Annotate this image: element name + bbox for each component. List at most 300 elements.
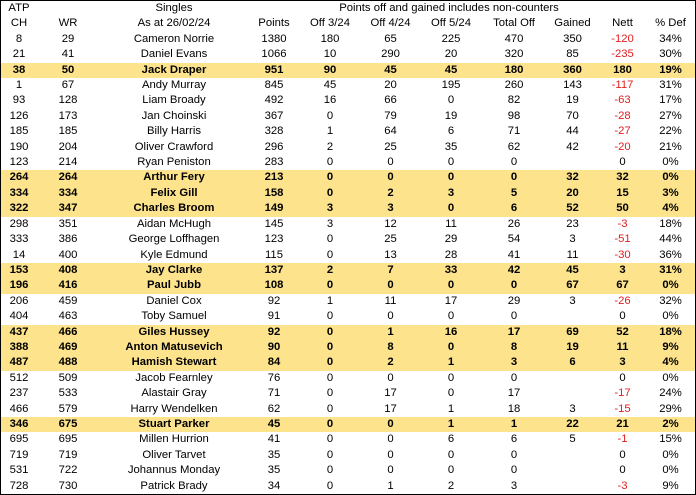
cell-wr: 351: [58, 217, 78, 230]
table-row: [1, 186, 695, 201]
cell-off5: 0: [447, 310, 455, 323]
cell-wr: 400: [58, 248, 78, 261]
cell-name: Harry Wendelken: [130, 402, 218, 415]
cell-ch: 196: [1, 278, 37, 293]
cell-name: Giles Hussey: [99, 325, 249, 340]
cell-ch: 1: [15, 79, 23, 92]
cell-off5: 0: [447, 156, 455, 169]
cell-total: 26: [507, 217, 521, 230]
cell-name: Jan Choinski: [141, 109, 207, 122]
cell-def: 30%: [659, 48, 682, 61]
cell-wr: 469: [37, 340, 99, 355]
cell-ch: 93: [12, 94, 26, 107]
cell-off4: 0: [387, 464, 394, 477]
cell-name: Daniel Evans: [140, 48, 208, 61]
cell-off4: 0: [387, 371, 394, 384]
cell-def: 4%: [646, 201, 695, 216]
table-row: [1, 155, 695, 170]
cell-ch: 322: [1, 201, 37, 216]
header-off-4: Off 4/24: [370, 17, 411, 30]
cell-gained: 45: [546, 263, 599, 278]
cell-off5: 33: [420, 263, 482, 278]
cell-ch: 21: [12, 48, 26, 61]
cell-name: Stuart Parker: [99, 417, 249, 432]
cell-wr: 67: [61, 79, 75, 92]
cell-def: 0%: [662, 156, 679, 169]
cell-nett: -235: [611, 48, 634, 61]
cell-off4: 0: [387, 448, 394, 461]
cell-wr: 579: [58, 402, 78, 415]
cell-total: 17: [482, 325, 546, 340]
cell-name: Daniel Cox: [146, 294, 202, 307]
cell-wr: 695: [58, 433, 78, 446]
cell-name: Cameron Norrie: [133, 32, 215, 45]
cell-points: 35: [267, 448, 281, 461]
table-row: [1, 93, 695, 108]
cell-ch: 237: [9, 387, 29, 400]
cell-ch: 38: [1, 63, 37, 78]
cell-nett: 0: [619, 464, 626, 477]
cell-off4: 2: [361, 186, 420, 201]
cell-wr: 509: [58, 371, 78, 384]
table-row: [1, 47, 695, 62]
table-row: [1, 371, 695, 386]
cell-gained: [546, 309, 599, 324]
cell-nett: 3: [599, 355, 646, 370]
cell-total: 5: [482, 186, 546, 201]
table-row: [1, 294, 695, 309]
table-row: [1, 78, 695, 93]
cell-ch: 531: [9, 464, 29, 477]
cell-total: 98: [507, 109, 521, 122]
cell-gained: 85: [566, 48, 579, 61]
table-row: [1, 278, 695, 293]
cell-points: 41: [267, 433, 281, 446]
table-row: [1, 340, 695, 355]
cell-off5: 29: [444, 233, 458, 246]
cell-gained: 23: [566, 217, 579, 230]
cell-off3: 0: [326, 109, 334, 122]
table-body: [1, 32, 695, 494]
cell-off3: 0: [326, 448, 334, 461]
cell-off3: 0: [326, 371, 334, 384]
header-as-at: As at 26/02/24: [137, 17, 211, 30]
cell-off4: 17: [384, 402, 397, 415]
cell-off5: 6: [447, 433, 455, 446]
cell-off3: 1: [326, 294, 334, 307]
cell-off4: 0: [361, 278, 420, 293]
cell-total: 3: [510, 479, 518, 492]
cell-def: 29%: [659, 402, 682, 415]
cell-total: 42: [482, 263, 546, 278]
cell-name: Charles Broom: [99, 201, 249, 216]
cell-off5: 28: [444, 248, 458, 261]
cell-off4: 17: [384, 387, 397, 400]
cell-gained: 69: [546, 325, 599, 340]
cell-name: Oliver Crawford: [134, 140, 214, 153]
header-wr: WR: [58, 17, 78, 30]
cell-points: 296: [264, 140, 284, 153]
cell-off4: 0: [387, 156, 394, 169]
cell-gained: [546, 463, 599, 478]
cell-off5: 3: [420, 186, 482, 201]
cell-off4: 2: [361, 355, 420, 370]
cell-gained: 3: [569, 402, 576, 415]
table-row: [1, 463, 695, 478]
cell-points: 45: [249, 417, 299, 432]
cell-def: 2%: [646, 417, 695, 432]
cell-total: 71: [507, 125, 521, 138]
cell-name: Alastair Gray: [141, 387, 207, 400]
cell-def: 0%: [662, 464, 679, 477]
cell-nett: 21: [599, 417, 646, 432]
cell-name: Hamish Stewart: [99, 355, 249, 370]
cell-nett: -3: [617, 479, 628, 492]
cell-off4: 1: [387, 479, 394, 492]
cell-points: 951: [249, 63, 299, 78]
cell-def: 18%: [646, 325, 695, 340]
cell-off5: 0: [420, 201, 482, 216]
cell-nett: -27: [614, 125, 631, 138]
cell-points: 76: [267, 371, 281, 384]
cell-ch: 185: [9, 125, 29, 138]
cell-nett: 0: [619, 156, 626, 169]
cell-wr: 128: [58, 94, 78, 107]
cell-off4: 0: [361, 170, 420, 185]
cell-ch: 695: [9, 433, 29, 446]
cell-off5: 17: [444, 294, 458, 307]
cell-nett: 0: [619, 371, 626, 384]
cell-off3: 0: [326, 433, 334, 446]
cell-off3: 0: [326, 387, 334, 400]
cell-ch: 153: [1, 263, 37, 278]
cell-def: 36%: [659, 248, 682, 261]
cell-points: 149: [249, 201, 299, 216]
header-ch: CH: [10, 17, 28, 30]
cell-nett: 50: [599, 201, 646, 216]
table-row: [1, 432, 695, 447]
cell-gained: 42: [566, 140, 579, 153]
cell-total: 6: [510, 433, 518, 446]
cell-ch: 126: [9, 109, 29, 122]
cell-ch: 346: [1, 417, 37, 432]
cell-ch: 190: [9, 140, 29, 153]
cell-gained: 19: [566, 94, 579, 107]
cell-def: 3%: [646, 186, 695, 201]
cell-nett: 15: [599, 186, 646, 201]
cell-points: 91: [267, 310, 281, 323]
cell-wr: 730: [58, 479, 78, 492]
cell-gained: 6: [546, 355, 599, 370]
cell-points: 90: [249, 340, 299, 355]
cell-gained: [546, 386, 599, 401]
cell-points: 367: [264, 109, 284, 122]
cell-total: 470: [504, 32, 524, 45]
cell-total: 54: [507, 233, 521, 246]
cell-off3: 0: [299, 355, 361, 370]
cell-wr: 50: [37, 63, 99, 78]
cell-ch: 388: [1, 340, 37, 355]
cell-wr: 463: [58, 310, 78, 323]
cell-name: Jacob Fearnley: [135, 371, 213, 384]
cell-off5: 0: [420, 340, 482, 355]
cell-nett: -17: [614, 387, 631, 400]
cell-def: 44%: [659, 233, 682, 246]
cell-off4: 290: [381, 48, 400, 61]
cell-def: 15%: [659, 433, 682, 446]
table-row: [1, 109, 695, 124]
table-row: [1, 32, 695, 47]
cell-gained: 19: [546, 340, 599, 355]
table-row: [1, 248, 695, 263]
cell-wr: 722: [58, 464, 78, 477]
table-row: [1, 217, 695, 232]
cell-points: 283: [264, 156, 284, 169]
header-points: Points: [258, 17, 290, 30]
cell-points: 115: [264, 248, 283, 261]
cell-def: 31%: [646, 263, 695, 278]
cell-gained: [546, 371, 599, 386]
cell-total: 3: [482, 355, 546, 370]
cell-nett: 180: [599, 63, 646, 78]
cell-name: Patrick Brady: [140, 479, 208, 492]
cell-off3: 0: [326, 310, 334, 323]
cell-points: 1066: [261, 48, 287, 61]
cell-total: 82: [507, 94, 521, 107]
cell-name: Anton Matusevich: [99, 340, 249, 355]
table-row: [1, 325, 695, 340]
cell-wr: 204: [58, 140, 78, 153]
header-total-off: Total Off: [493, 17, 535, 30]
cell-total: 0: [510, 464, 518, 477]
cell-points: 35: [267, 464, 281, 477]
cell-def: 24%: [659, 387, 682, 400]
cell-off3: 3: [299, 201, 361, 216]
cell-off5: 0: [447, 464, 455, 477]
cell-off5: 19: [444, 109, 458, 122]
cell-off3: 0: [326, 233, 334, 246]
cell-off5: 0: [447, 387, 455, 400]
cell-ch: 333: [9, 233, 29, 246]
cell-gained: 22: [546, 417, 599, 432]
cell-wr: 408: [37, 263, 99, 278]
cell-off5: 20: [444, 48, 458, 61]
cell-points: 213: [249, 170, 299, 185]
cell-off5: 1: [420, 355, 482, 370]
cell-total: 0: [510, 156, 518, 169]
table-row: [1, 386, 695, 401]
cell-name: Liam Broady: [142, 94, 206, 107]
cell-total: 8: [482, 340, 546, 355]
cell-off3: 1: [326, 125, 334, 138]
cell-wr: 334: [37, 186, 99, 201]
cell-off5: 0: [447, 94, 455, 107]
cell-def: 0%: [646, 170, 695, 185]
header-off-3: Off 3/24: [310, 17, 350, 30]
cell-nett: -15: [614, 402, 631, 415]
cell-nett: 0: [619, 448, 626, 461]
cell-nett: -1: [617, 433, 628, 446]
cell-off4: 7: [361, 263, 420, 278]
cell-ch: 298: [9, 217, 29, 230]
cell-def: 4%: [646, 355, 695, 370]
cell-total: 17: [507, 387, 521, 400]
table-row: [1, 479, 695, 494]
cell-def: 9%: [646, 340, 695, 355]
header-nett: Nett: [612, 17, 633, 30]
cell-gained: 44: [566, 125, 579, 138]
table-row: [1, 309, 695, 324]
cell-wr: 386: [58, 233, 78, 246]
cell-off4: 3: [361, 201, 420, 216]
cell-off3: 0: [326, 248, 334, 261]
cell-off5: 0: [447, 448, 455, 461]
cell-off3: 45: [323, 79, 337, 92]
header-gained: Gained: [554, 17, 591, 30]
table-row: [1, 124, 695, 139]
cell-off4: 65: [384, 32, 397, 45]
table-row: [1, 170, 695, 185]
cell-ch: 8: [15, 32, 23, 45]
cell-total: 1: [482, 417, 546, 432]
cell-total: 41: [507, 248, 521, 261]
header-row-2: [1, 16, 695, 31]
cell-wr: 488: [37, 355, 99, 370]
cell-name: Millen Hurrion: [139, 433, 209, 446]
cell-nett: 52: [599, 325, 646, 340]
cell-off4: 8: [361, 340, 420, 355]
cell-total: 320: [504, 48, 524, 61]
cell-points: 158: [249, 186, 299, 201]
cell-gained: 20: [546, 186, 599, 201]
cell-wr: 533: [58, 387, 78, 400]
table-row: [1, 263, 695, 278]
cell-wr: 675: [37, 417, 99, 432]
cell-name: Ryan Peniston: [137, 156, 211, 169]
cell-def: 21%: [659, 140, 682, 153]
cell-name: Arthur Fery: [99, 170, 249, 185]
cell-points: 108: [249, 278, 299, 293]
cell-total: 260: [504, 79, 524, 92]
cell-off5: 1: [447, 402, 455, 415]
cell-total: 0: [482, 278, 546, 293]
cell-off5: 45: [420, 63, 482, 78]
cell-off3: 3: [326, 217, 334, 230]
cell-ch: 466: [9, 402, 29, 415]
cell-nett: -26: [614, 294, 631, 307]
cell-gained: 32: [546, 170, 599, 185]
cell-wr: 347: [37, 201, 99, 216]
cell-off5: 16: [420, 325, 482, 340]
cell-total: 180: [482, 63, 546, 78]
cell-def: 0%: [662, 371, 679, 384]
cell-off4: 66: [384, 94, 397, 107]
cell-def: 0%: [646, 278, 695, 293]
cell-total: 6: [482, 201, 546, 216]
cell-off3: 180: [320, 32, 340, 45]
cell-ch: 264: [1, 170, 37, 185]
cell-points: 92: [267, 294, 281, 307]
cell-gained: 5: [569, 433, 576, 446]
cell-off3: 0: [326, 479, 334, 492]
cell-off5: 6: [447, 125, 455, 138]
cell-off4: 0: [387, 433, 394, 446]
cell-off3: 0: [299, 278, 361, 293]
cell-off5: 35: [444, 140, 458, 153]
cell-total: 0: [510, 371, 518, 384]
cell-off4: 0: [361, 417, 420, 432]
cell-off5: 1: [420, 417, 482, 432]
cell-ch: 14: [12, 248, 26, 261]
cell-total: 0: [510, 310, 518, 323]
cell-points: 328: [264, 125, 284, 138]
cell-gained: 67: [546, 278, 599, 293]
cell-off5: 225: [441, 32, 461, 45]
cell-nett: 3: [599, 263, 646, 278]
header-atp: ATP: [8, 2, 30, 14]
cell-points: 145: [264, 217, 284, 230]
cell-gained: 11: [566, 248, 579, 261]
cell-total: 18: [507, 402, 521, 415]
cell-nett: 67: [599, 278, 646, 293]
cell-name: Jack Draper: [99, 63, 249, 78]
cell-nett: -20: [614, 140, 631, 153]
cell-ch: 512: [9, 371, 29, 384]
cell-def: 9%: [662, 479, 679, 492]
cell-points: 492: [264, 94, 284, 107]
cell-def: 0%: [662, 448, 679, 461]
cell-ch: 437: [1, 325, 37, 340]
cell-gained: 360: [546, 63, 599, 78]
cell-off4: 64: [384, 125, 397, 138]
cell-name: Johannus Monday: [127, 464, 221, 477]
cell-name: Aidan McHugh: [136, 217, 212, 230]
cell-off4: 79: [384, 109, 397, 122]
cell-off3: 0: [299, 186, 361, 201]
cell-off4: 11: [384, 294, 397, 307]
cell-points: 845: [264, 79, 284, 92]
cell-total: 0: [510, 448, 518, 461]
cell-off4: 0: [387, 310, 394, 323]
cell-points: 34: [267, 479, 281, 492]
table-row: [1, 140, 695, 155]
cell-off3: 0: [299, 340, 361, 355]
cell-ch: 334: [1, 186, 37, 201]
cell-off5: 2: [447, 479, 455, 492]
cell-total: 0: [482, 170, 546, 185]
cell-nett: -63: [614, 94, 631, 107]
cell-gained: 3: [569, 233, 576, 246]
cell-gained: [546, 479, 599, 494]
cell-total: 29: [507, 294, 521, 307]
table-row: [1, 448, 695, 463]
cell-nett: -51: [614, 233, 631, 246]
cell-nett: -120: [611, 32, 634, 45]
cell-ch: 206: [9, 294, 29, 307]
cell-off4: 12: [384, 217, 397, 230]
cell-gained: 70: [566, 109, 579, 122]
header-points-note: Points off and gained includes non-counters: [339, 2, 559, 14]
cell-def: 31%: [659, 79, 682, 92]
cell-off3: 2: [299, 263, 361, 278]
cell-ch: 719: [9, 448, 29, 461]
cell-off4: 1: [361, 325, 420, 340]
cell-off3: 0: [299, 417, 361, 432]
cell-nett: -3: [617, 217, 628, 230]
cell-gained: [546, 155, 599, 170]
cell-name: Felix Gill: [99, 186, 249, 201]
cell-off3: 0: [326, 402, 334, 415]
